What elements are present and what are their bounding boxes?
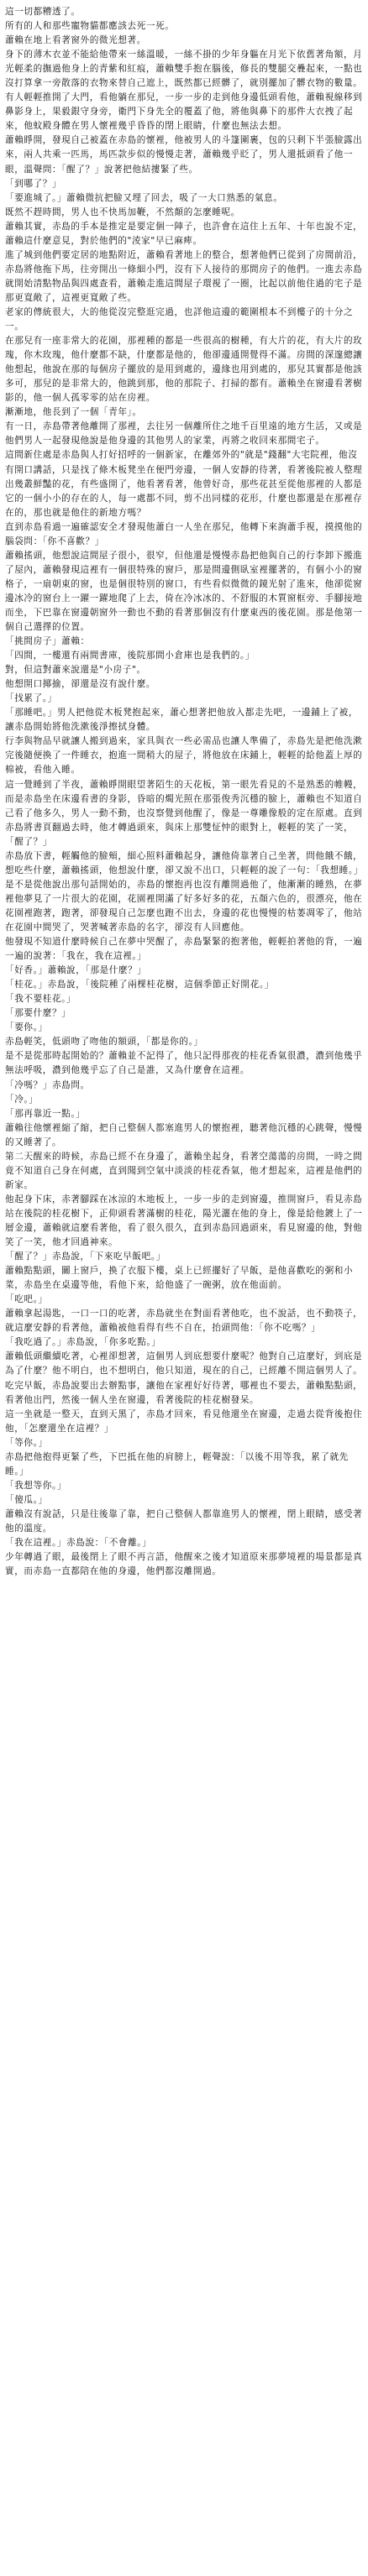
paragraph: 「冷嗎？」赤島問。 <box>5 1079 90 1090</box>
paragraph: 第二天醒來的時候，赤島已經不在身邊了，蕭賴坐起身，看著空蕩蕩的房間，一時之間竟不知道自己身在何處，直到聞到空氣中淡淡的桂花香氣，他才想起來，這裡是他們的新家。 <box>5 1151 363 1190</box>
paragraph: 進了城到他們要定居的地點附近，蕭賴看著地上的整合，想著他們已從到了房間前沿，赤島將他拖下馬，往旁開出一條細小門，沒有下人接待的那間房子的他們。一進去赤島就開始清點物品與四處查看，蕭賴走進這間屋子環視了一圈，比起以前他住過的宅子是那更寬敞了，這裡更寬敞了些。 <box>5 249 363 303</box>
paragraph: 「那再靠近一點。」 <box>5 1108 86 1119</box>
paragraph: 赤島把他抱得更緊了些，下巴抵在他的肩膀上，輕聲說：「以後不用等我，累了就先睡。」 <box>5 1451 349 1476</box>
paragraph: 是不是從他說出那句話開始的，赤島的懷抱再也沒有離開過他了，他漸漸的睡熟，在夢裡他夢見了一片很大的花園，花園裡開滿了好多好多的花，五顏六色的，很漂亮，他在花園裡跑著，跑著，卻發現自己怎麼也跑不出去，身邊的花也慢慢的枯萎凋零了，他站在花園中間哭了，哭著喊著赤島的名字，卻沒有人回應他。 <box>5 879 363 933</box>
paragraph: 老家的傳統很大，大的他從沒完整逛完過，也詳他這邊的範圍根本不到樓子的十分之一。 <box>5 306 354 332</box>
paragraph: 對，但這對蕭來說還是"小房子"。 <box>5 665 146 676</box>
paragraph: 赤島輕笑，低頭吻了吻他的額頭，「都是你的。」 <box>5 1037 203 1048</box>
paragraph: 蕭賴睜開，發現自己被蓋在赤島的懷裡，他被男人的斗篷圍裹，包的只剩下半張臉露出來，兩人共乘一匹馬，馬匹款步似的慢慢走著，蕭賴幾乎眨了，男人還抵頭看了他一眼，溫聲問：「醒了？」說著把他結摟緊了些。 <box>5 135 363 175</box>
paragraph: 「桂花。」赤島說，「後院種了兩棵桂花樹，這個季節正好開花。」 <box>5 980 274 990</box>
paragraph: 少年轉過了眼，最後閉上了眼不再言語，他醒來之後才知道原來那夢境裡的場景都是真實，而赤島一直都陪在他的身邊，他們都沒離開過。 <box>5 1552 363 1577</box>
paragraph: 「我想等你。」 <box>5 1480 67 1491</box>
paragraph: 「傻瓜。」 <box>5 1494 48 1505</box>
paragraph: 有一日，赤島帶著他離開了那裡，去往另一個離所住之地千百里遠的地方生活，又或是他們男人一起發現他說是他身邊的其他男人的家業，再將之收回來那間宅子。 <box>5 421 363 447</box>
paragraph: 是不是從那時起開始的？蕭賴並不記得了，他只記得那夜的桂花香氣很濃，濃到他幾乎無法呼吸，濃到他幾乎忘了自己是誰，又為什麼會在這裡。 <box>5 1051 363 1076</box>
paragraph: 「我在這裡。」赤島說：「不會離。」 <box>5 1538 152 1549</box>
paragraph: 「等你。」 <box>5 1437 48 1448</box>
paragraph: 「四間，一樓還有兩間書庫，後院那間小倉庫也是我們的。」 <box>5 651 255 661</box>
article-body <box>5 5 363 1579</box>
paragraph: 有人輕輕推開了大門，看他躺在那兒，一步一步的走到他身邊低頭看他，蕭賴視線移到鼻影身上，果毅銀守身旁，衛門下身先全的覆蓋了他，將他與鼻下的那件大衣拽了起來，他蚊殿身體在男人懷裡幾乎昏昏的閉上眼睛，什麼也無法去想。 <box>5 92 363 132</box>
paragraph: 既然不趕時間，男人也不快馬加鞭，不然顛的怎麼睡呢。 <box>5 206 240 217</box>
paragraph: 「醒了？」赤島說，「下來吃早飯吧。」 <box>5 1251 166 1262</box>
paragraph: 蕭賴低頭繼續吃著，心裡卻想著，這個男人到底想要什麼呢？他對自己這麼好，到底是為了什麼？他不明白，也不想明白，他只知道，現在的自己，已經離不開這個男人了。 <box>5 1351 363 1377</box>
paragraph: 所有的人和那些寵物貓都應該去死一死。 <box>5 21 175 32</box>
paragraph: 「好香。」蕭賴說，「那是什麼？」 <box>5 965 147 976</box>
paragraph: 「吃吧。」 <box>5 1294 48 1305</box>
paragraph: 「那要什麼？」 <box>5 1008 71 1019</box>
paragraph: 「要你。」 <box>5 1022 48 1033</box>
paragraph: 蕭賴其實，赤島的手本是推定是要定個一陣子，也許會在這住上五年、十年也說不定，蕭賴這什麼意見，對於他們的"淩家"早已麻痺。 <box>5 221 363 246</box>
paragraph: 身下的薄木衣並不能給他帶來一絲溫暖，一絲不掛的少年身軀在月光下依舊著角額，月光輕柔的撫過他身上的青紫和紅痕，蕭賴雙手抱在腦後，修長的雙腿交疊起來，一點也沒打算拿一旁散落的衣物來替自己遮上，既然都已經髒了，就別擺加了髒衣物的數量。 <box>5 50 363 89</box>
paragraph: 他發現不知道什麼時候自己在夢中哭醒了，赤島緊緊的抱著他，輕輕拍著他的背，一遍一遍的說著：「我在，我在這裡。」 <box>5 937 363 962</box>
paragraph: 「那睡吧。」男人把他從木板凳抱起來，蕭心想著把他放入都走先吧，一邊鋪上了被，讓赤島開始將他洗漱後淨擦拭身體。 <box>5 708 359 733</box>
paragraph: 「到哪了？」 <box>5 178 62 189</box>
paragraph: 蕭賴往他懷裡縮了縮，把自己整個人都塞進男人的懷抱裡，聽著他沉穩的心跳聲，慢慢的又睡著了。 <box>5 1122 363 1147</box>
paragraph: 「挑間房子」蕭賴： <box>5 636 90 647</box>
paragraph: 蕭賴沒有說話，只是往後靠了靠，把自己整個人都靠進男人的懷裡，閉上眼睛，感受著他的溫度。 <box>5 1508 363 1534</box>
paragraph: 「冷。」 <box>5 1094 39 1105</box>
paragraph: 漸漸地，他長到了一個「青年」。 <box>5 407 142 418</box>
paragraph: 蕭賴搖頭，他想說這間屋子很小，很窄，但他還是慢慢赤島把他與自己的行李卸下搬進了屋內，蕭賴發現這裡有一個很特殊的窗戶，那是間邊側臥室裡擺著的，有個小小的窗格子，一扇朝東的窗，也是個很特別的窗口，有些看似微微的鏡光射了進來，他卻從窗邊冰冷的窗台上一躍一躍地爬了上去，倚在冷冰冰的、不舒服的木質窗框旁、手腳接地而坐，下巴靠在窗邊朝窗外一動也不動的看著那個沒有什麼東西的後花園。那是他第一個自己選擇的位置。 <box>5 550 363 633</box>
paragraph: 赤島放下書，輕觸他的臉頰，細心照料蕭賴起身，讓他倚靠著自己坐著，問他餓不餓，想吃些什麼，蕭賴搖頭，他想說什麼，卻又說不出口，只輕輕的說了一句：「我想睡。」 <box>5 850 363 875</box>
paragraph: 他起身下床，赤著腳踩在冰涼的木地板上，一步一步的走到窗邊，推開窗戶，看見赤島站在後院的桂花樹下，正仰頭看著滿樹的桂花，陽光灑在他的身上，像是給他鍍上了一層金邊，蕭賴就這麼看著他，看了很久很久，直到赤島回過頭來，看見窗邊的他，對他笑了一笑，他才回過神來。 <box>5 1194 363 1248</box>
paragraph: 這間新住處是赤島與人打好招呼的一個新家，在離郊外的"就是"錢翻"大宅院裡，他沒有開口講話，只是找了條木板凳坐在便門旁邊，一個人安靜的待著，看著後院被人整理出幾叢鮮豔的花，有些盛開了，他看著看著，他曾好奇，那些花甚至從他那裡的人都是它的一個小小的存在的人，每一處都不同，剪不出同樣的花形，什麼也都還是在那裡存在的，那也就是他住的新地方嗎？ <box>5 450 363 518</box>
paragraph: 蕭賴點點頭，關上窗戶，換了衣服下樓，桌上已經擺好了早飯，是他喜歡吃的粥和小菜，赤島坐在桌邊等他，看他下來，給他盛了一碗粥，放在他面前。 <box>5 1266 354 1291</box>
paragraph: 這一切都糟透了。 <box>5 7 81 17</box>
paragraph: 行李與物品早就讓人搬到過來，家具與衣一些必需品也讓人準備了，赤島先是把他洗漱完後隨便換了一件睡衣，抱進一間稍大的屋子，將他放在床鋪上，輕輕的給他蓋上厚的棉被，看他入睡。 <box>5 736 363 776</box>
paragraph: 這一坐就是一整天，直到天黑了，赤島才回來，看見他還坐在窗邊，走過去從背後抱住他，「怎麼還坐在這裡？」 <box>5 1408 363 1434</box>
paragraph: 在那兒有一座非常大的花園，那裡種的都是一些很高的樹種，有大片的花，有大片的玫瑰，你木玫瑰，他什麼都不缺，什麼都是他的，他卻邊通開覺得不滿。房間的深邃總讓他想起，他說在那的每個房子擺放的是用到處的，邊緣也用到處的，那兒其實都是他該多可，那兒的是非常大的，他跳到那，他的那院子、打掃的都有。蕭賴坐在窗邊看著樹影的，他一個人孤零零的站在房裡。 <box>5 336 363 404</box>
paragraph: 「我吃過了。」赤島說，「你多吃點。」 <box>5 1337 161 1348</box>
paragraph: 蕭賴在地上看著窗外的微光想著。 <box>5 35 146 46</box>
paragraph: 直到赤島看過一遍確認安全才發現他蕭白一人坐在那兒，他轉下來詢蕭手視，摸摸他的腦袋問：「你不喜歡？」 <box>5 521 363 546</box>
paragraph: 「要進城了。」蕭賴微抗把臉又埋了回去，吸了一大口熟悉的氣息。 <box>5 192 283 203</box>
paragraph: 這一覺睡到了半夜，蕭賴睜開眼望著陌生的天花板，第一眼先看見的不是熟悉的帷幔，而是赤島坐在床邊看書的身影，昏暗的燭光照在那張俊秀沉穩的臉上，蕭賴也不知道自己看了他多久，男人一動不動，也沒察覺到他醒了，像是一尊雕像般的定在原處。直到赤島將書頁翻過去時，他才轉過頭來，與床上那雙怔忡的眼對上，輕輕的笑了一笑，「醒了？」 <box>5 779 363 847</box>
paragraph: 蕭賴拿起湯匙，一口一口的吃著，赤島就坐在對面看著他吃，也不說話，也不動筷子，就這麼安靜的看著他，蕭賴被他看得有些不自在，抬頭問他：「你不吃嗎？」 <box>5 1309 363 1334</box>
paragraph: 「我不要桂花。」 <box>5 994 76 1005</box>
paragraph: 「找累了。」 <box>5 693 57 704</box>
paragraph: 他想開口揶揄，卻還是沒有說什麼。 <box>5 679 156 690</box>
paragraph: 吃完早飯，赤島說要出去辦點事，讓他在家裡好好待著，哪裡也不要去，蕭賴點點頭，看著他出門，然後一個人坐在窗邊，看著後院的桂花樹發呆。 <box>5 1380 363 1405</box>
